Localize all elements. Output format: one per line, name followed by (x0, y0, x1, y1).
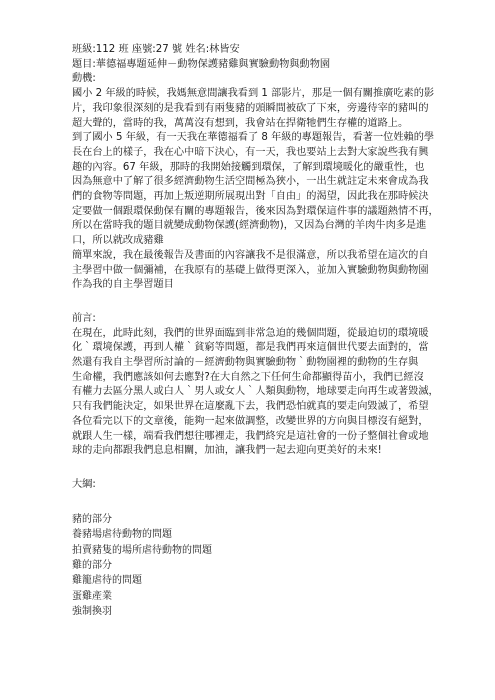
preface-line: 在現在，此時此刻，我們的世界面臨到非常急迫的幾個問題，從最迫切的環境暖 (72, 327, 429, 339)
outline-list (72, 512, 433, 620)
outline-item: 養豬場虐待動物的問題 (72, 529, 172, 541)
motivation-line: 簡單來說，我在最後報告及書面的內容讓我不是很滿意，所以我希望在這次的自 (72, 249, 429, 261)
motivation-line: 趣的內容。67 年級，那時的我開始接觸到環保，了解到環境暖化的嚴重性，也 (72, 161, 425, 173)
motivation-heading: 動機: (72, 73, 96, 85)
motivation-line: 作為我的自主學習題目 (72, 279, 174, 291)
preface-line: 只有我們能決定，如果世界在這麼亂下去，我們恐怕就真的要走向毀滅了，希望 (72, 401, 429, 413)
preface-line: 然還有我自主學習所討論的－經濟動物與實驗動物｀動物園裡的動物的生存與 (72, 357, 419, 369)
outline-heading: 大綱: (72, 478, 96, 490)
motivation-line: 所以在當時我的題目就變成動物保護(經濟動物)，又因為台灣的羊肉牛肉多是進 (72, 220, 427, 232)
preface-line: 球的走向都跟我們息息相關，加油，讓我們一起去迎向更美好的未來! (72, 445, 382, 457)
spacer (72, 493, 433, 512)
spacer (72, 459, 433, 478)
motivation-line: 定要做一個跟環保動保有關的專題報告，後來因為對環保這件事的議題熱情不再， (72, 205, 439, 217)
motivation-line: 主學習中做一個彌補，在我原有的基礎上做得更深入，並加入實驗動物與動物園 (72, 264, 429, 276)
preface-line: 各位看完以下的文章後，能夠一起來做調整，改變世界的方向與目標沒有絕對， (72, 415, 429, 427)
motivation-line: 超大聲的，當時的我，萬萬沒有想到，我會站在捍衛牠們生存權的道路上。 (72, 117, 409, 129)
preface-line: 生命權，我們應該如何去應對?在大自然之下任何生命都顯得苗小，我們已經沒 (72, 371, 424, 383)
motivation-line: 口，所以就改成豬雞 (72, 235, 164, 247)
preface-heading: 前言: (72, 312, 96, 324)
outline-item: 強制換羽 (72, 606, 112, 618)
motivation-line: 長在台上的樣子，我在心中暗下決心，有一天，我也要站上去對大家說些我有興 (72, 146, 429, 158)
outline-item: 蛋雞產業 (72, 590, 112, 602)
motivation-line: 國小 2 年級的時候，我媽無意間讓我看到 1 部影片，那是一個有關推廣吃素的影 (72, 88, 435, 100)
preface-line: 化｀環境保護，再到人權｀貧窮等問題，都是我們再來這個世代要去面對的，當 (72, 342, 429, 354)
outline-item: 豬的部分 (72, 513, 112, 525)
outline-item: 拍賣豬隻的場所虐待動物的問題 (72, 544, 212, 556)
motivation-line: 們的食物等問題，再加上叛逆期所展現出對「自由」的渴望，因此我在那時候決 (72, 191, 429, 203)
preface-line: 就跟人生一樣，端看我們想往哪裡走，我們終究是這社會的一份子整個社會或地 (72, 430, 429, 442)
outline-item: 雞籠虐待的問題 (72, 575, 142, 587)
topic-title-line: 題目:華德福專題延伸－動物保護豬雞與實驗動物與動物園 (72, 58, 331, 70)
motivation-line: 片，我印象很深刻的是我看到有兩隻豬的頭瞬間被砍了下來，旁邊待宰的豬叫的 (72, 102, 429, 114)
motivation-section (72, 87, 439, 293)
motivation-line: 因為無意中了解了很多經濟動物生活空間極為狹小，一出生就註定未來會成為我 (72, 176, 429, 188)
preface-line: 有權力去區分黑人或白人｀男人或女人｀人類與動物，地球要走向再生或著毀滅， (72, 386, 439, 398)
outline-item: 雞的部分 (72, 559, 112, 571)
preface-section (72, 327, 439, 459)
motivation-line: 到了國小 5 年級，有一天我在華德福看了 8 年級的專題報告，看著一位姓賴的學 (72, 132, 435, 144)
spacer (72, 293, 433, 312)
student-info-line: 班級:112 班 座號:27 號 姓名:林皆安 (72, 44, 240, 55)
